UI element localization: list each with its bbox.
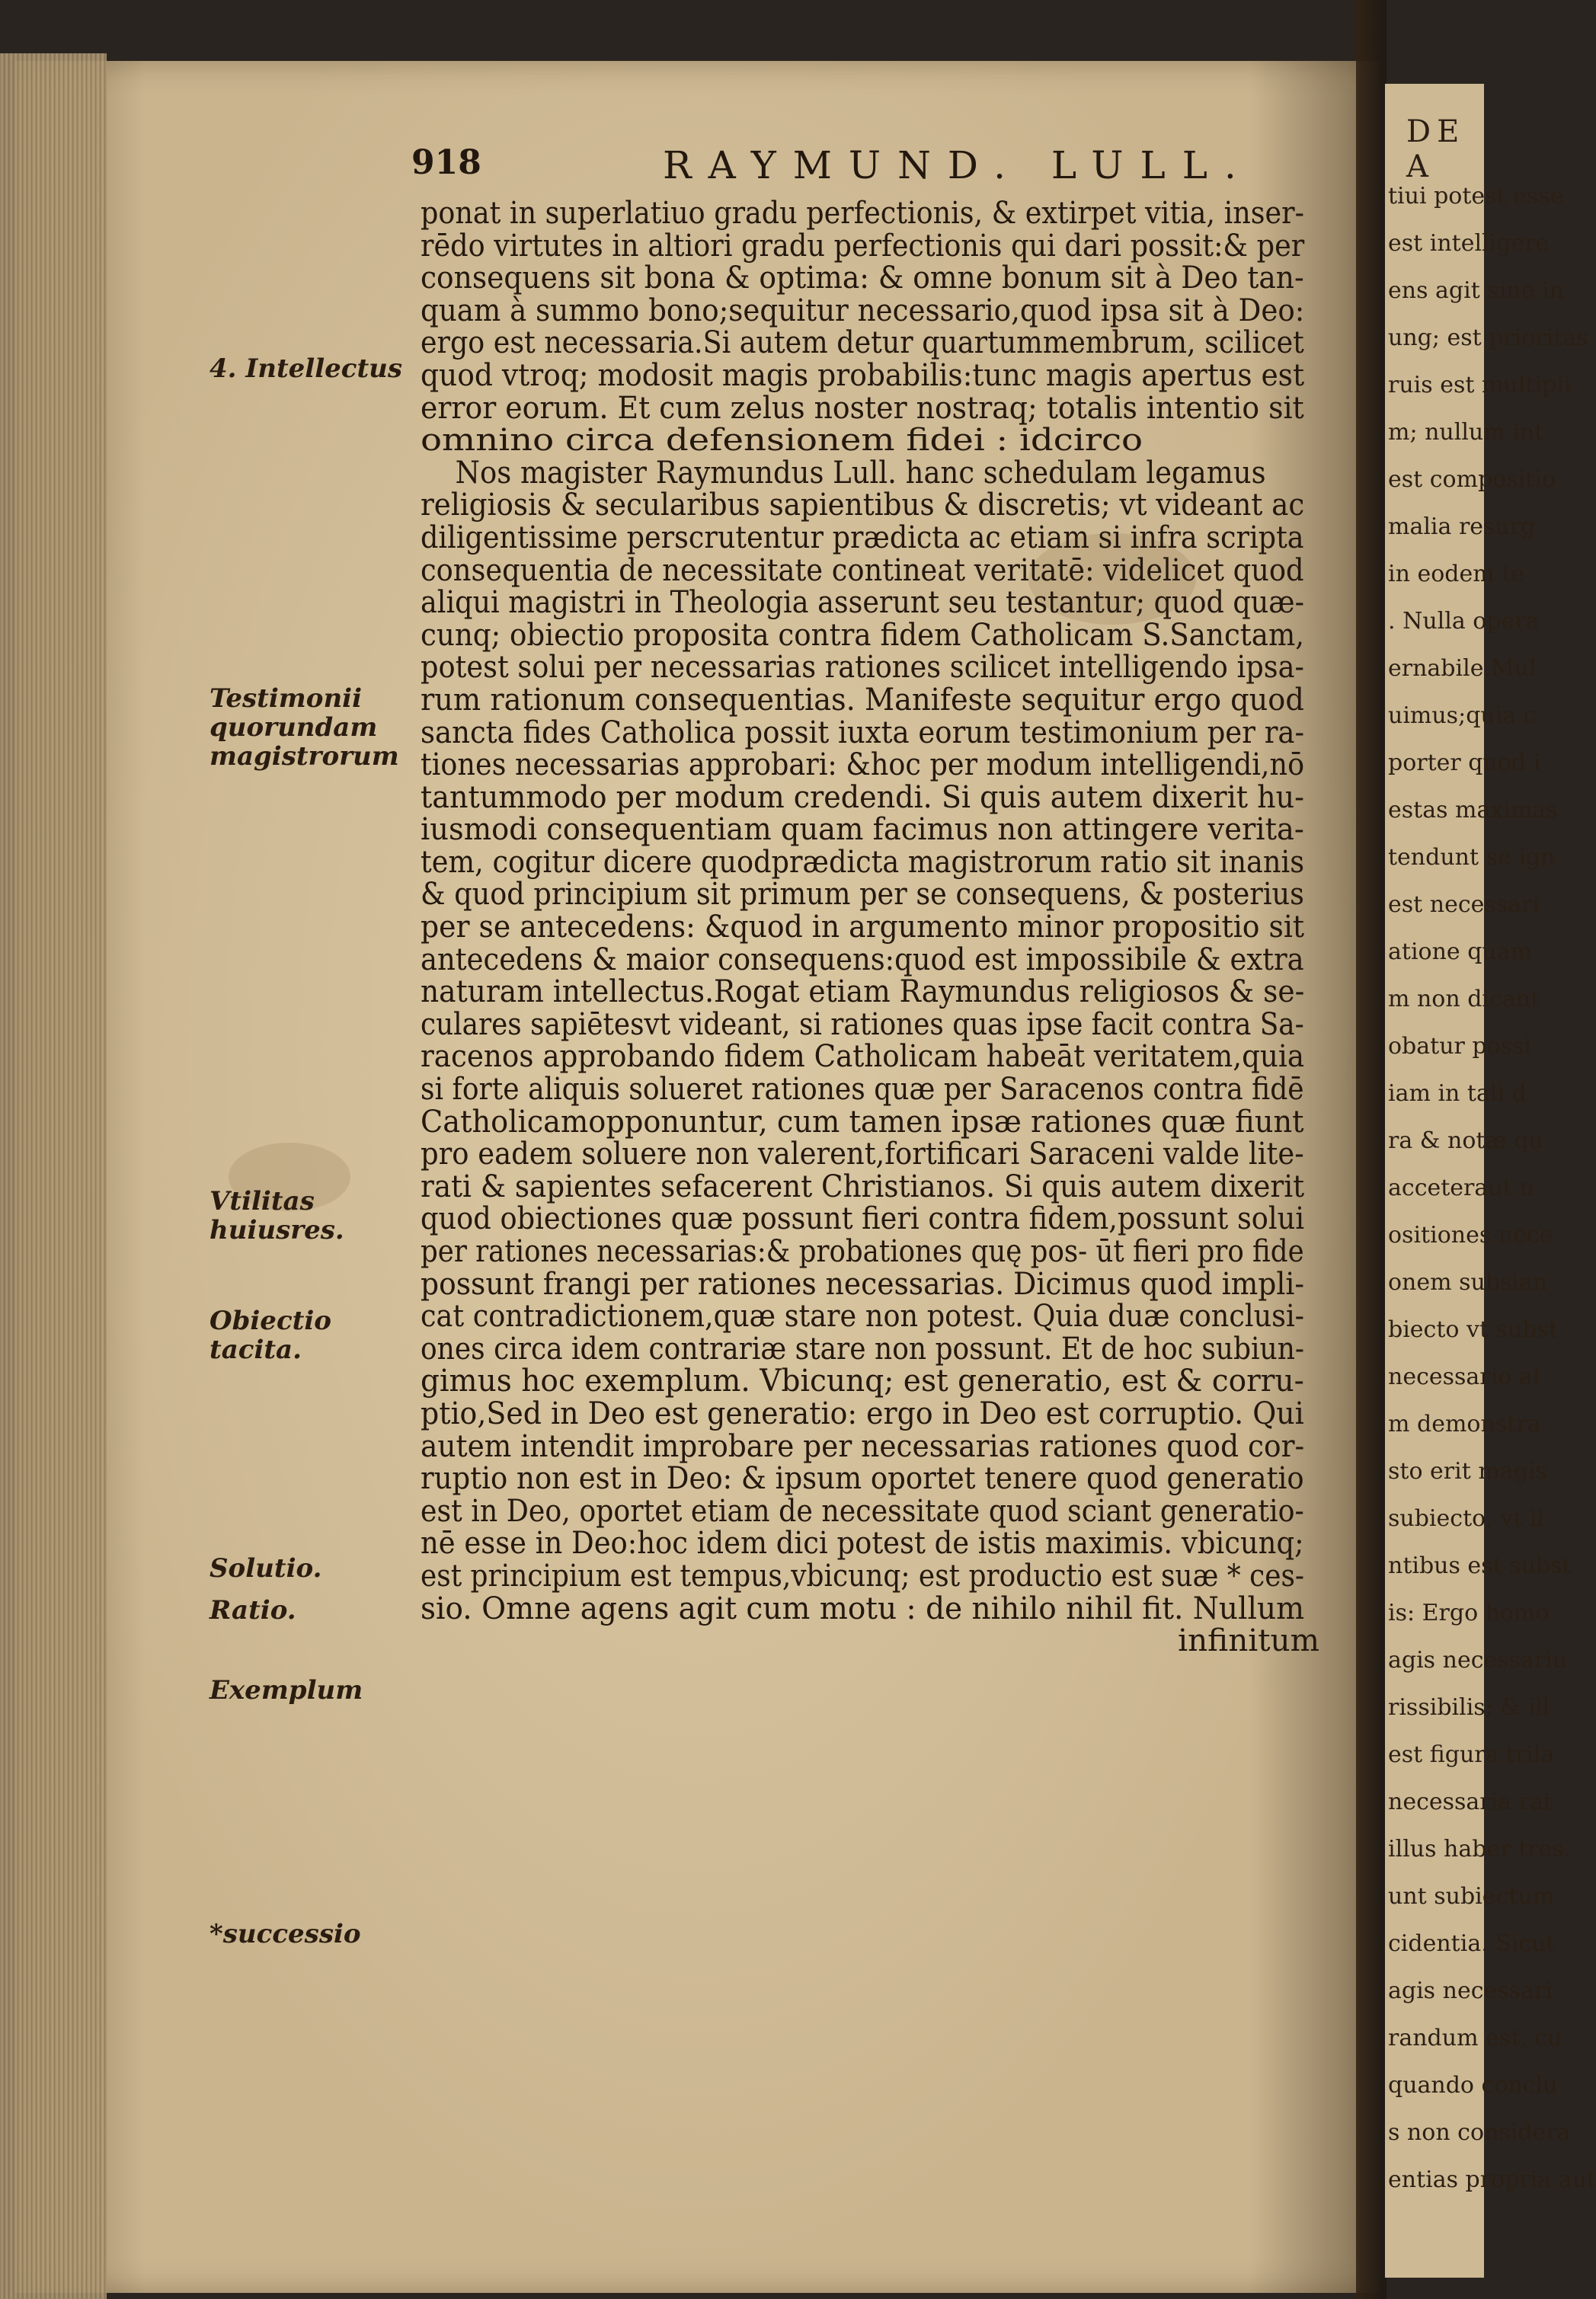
text-line: diligentissime perscrutentur prædicta ac etiam si infra scripta xyxy=(421,518,1304,555)
next-page-line: ruis est multipli xyxy=(1388,372,1572,398)
text-line: tem, cogitur dicere quodprædicta magistrorum ratio sit inanis xyxy=(421,843,1305,880)
running-head: RAYMUND. LULL. xyxy=(663,143,1253,187)
next-page-line: m demonstra xyxy=(1388,1411,1541,1437)
text-line: per rationes necessarias:& probationes quę pos- ūt fieri pro fide xyxy=(421,1233,1304,1269)
page-header xyxy=(411,143,1387,197)
text-line: est principium est tempus,vbicunq; est productio est suæ * ces- xyxy=(421,1556,1305,1594)
margin-note: Testimonii quorundam magistrorum xyxy=(209,683,399,772)
text-line: autem intendit improbare per necessarias rationes quod cor- xyxy=(421,1427,1305,1464)
text-line: racenos approbando fidem Catholicam habeāt veritatem,quia xyxy=(421,1038,1305,1075)
text-line: rēdo virtutes in altiori gradu perfectionis qui dari possit:& per xyxy=(421,226,1305,264)
text-line: culares sapiētesvt videant, si rationes quas ipse facit contra Sa- xyxy=(421,1005,1304,1042)
next-page-line: acceteraut n xyxy=(1388,1175,1534,1201)
next-page-line: m; nullum int xyxy=(1388,419,1544,446)
page-number: 918 xyxy=(411,143,481,182)
text-line: ergo est necessaria.Si autem detur quartummembrum, scilicet xyxy=(421,324,1304,361)
next-page-line: malia resurg xyxy=(1388,513,1536,540)
next-page-line: iam in tali d xyxy=(1388,1080,1527,1107)
text-line: aliqui magistri in Theologia asserunt seu testantur; quod quæ- xyxy=(421,584,1304,621)
margin-note: Vtilitas huiusres. xyxy=(209,1186,344,1245)
next-page-line: ernabile.Mul xyxy=(1388,655,1537,682)
margin-note: *successio xyxy=(209,1919,361,1949)
next-page-running-head: DE A xyxy=(1406,114,1466,184)
text-line: naturam intellectus.Rogat etiam Raymundus religiosos & se- xyxy=(421,973,1305,1010)
next-page-line: in eodem te xyxy=(1388,561,1525,587)
text-line: rati & sapientes sefacerent Christianos. Si quis autem dixerit xyxy=(421,1167,1305,1204)
text-line: antecedens & maior consequens:quod est impossibile & extra xyxy=(421,940,1304,977)
text-line: potest solui per necessarias rationes scilicet intelligendo ipsa- xyxy=(421,648,1304,686)
next-page-line: sto erit magis xyxy=(1388,1458,1547,1485)
margin-note: Obiectio tacita. xyxy=(209,1306,331,1365)
text-line: sancta fides Catholica possit iuxta eorum testimonium per ra- xyxy=(421,713,1305,750)
text-line: gimus hoc exemplum. Vbicunq; est generatio, est & corru- xyxy=(421,1362,1304,1399)
text-line: tantummodo per modum credendi. Si quis autem dixerit hu- xyxy=(421,778,1304,815)
next-page-line: quando conclu xyxy=(1388,2072,1558,2099)
next-page-line: . Nulla opera xyxy=(1388,608,1540,635)
text-line: quod vtroq; modosit magis probabilis:tunc magis apertus est xyxy=(421,356,1305,393)
next-page-line: s non considera xyxy=(1388,2119,1571,2146)
text-line: ptio,Sed in Deo est generatio: ergo in Deo est corruptio. Qui xyxy=(421,1394,1304,1431)
next-page-line: tiui potest esse xyxy=(1388,183,1564,209)
next-page-line: est compositio xyxy=(1388,466,1556,493)
next-page-line: obatur possi xyxy=(1388,1033,1532,1060)
next-page-line: subiecto, vt il xyxy=(1388,1505,1544,1532)
next-page-line: ens agit sine in xyxy=(1388,277,1564,304)
next-page-line: entias propria aut xyxy=(1388,2166,1596,2193)
text-line: religiosis & secularibus sapientibus & discretis; vt videant ac xyxy=(421,486,1305,523)
text-line: quam à summo bono;sequitur necessario,quod ipsa sit à Deo: xyxy=(421,291,1305,328)
text-line: consequens sit bona & optima: & omne bonum sit à Deo tan- xyxy=(421,259,1304,296)
margin-note: Exemplum xyxy=(209,1675,363,1706)
text-line: ponat in superlatiuo gradu perfectionis, & extirpet vitia, inser- xyxy=(421,194,1304,231)
next-page-line: atione quam xyxy=(1388,938,1533,965)
next-page-line: ra & notæ qu xyxy=(1388,1127,1543,1154)
next-page-line: agis necessari xyxy=(1388,1978,1553,2004)
text-line: per se antecedens: &quod in argumento minor propositio sit xyxy=(421,908,1305,945)
text-line: iusmodi consequentiam quam facimus non attingere verita- xyxy=(421,811,1304,848)
next-page-line: unt subiectum xyxy=(1388,1883,1555,1910)
next-page-line: cidentia. Sicut xyxy=(1388,1930,1556,1957)
text-line: est in Deo, oportet etiam de necessitate quod sciant generatio- xyxy=(421,1492,1304,1529)
text-line: si forte aliquis solueret rationes quæ per Saracenos contra fidē xyxy=(421,1070,1304,1108)
text-line: omnino circa defensionem fidei : idcirco xyxy=(421,421,1143,459)
text-line: pro eadem soluere non valerent,fortificari Saraceni valde lite- xyxy=(421,1135,1304,1172)
next-page-line: m non dicant xyxy=(1388,986,1540,1012)
next-page-line: est intelligere xyxy=(1388,230,1550,257)
text-line: cunq; obiectio proposita contra fidem Catholicam S.Sanctam, xyxy=(421,616,1305,653)
text-line: tiones necessarias approbari: &hoc per modum intelligendi,nō xyxy=(421,746,1305,783)
margin-note: Solutio. xyxy=(209,1553,322,1584)
book-gutter xyxy=(1356,0,1387,2299)
text-line: infinitum xyxy=(1178,1622,1319,1659)
text-line: possunt frangi per rationes necessarias. Dicimus quod impli- xyxy=(421,1265,1305,1302)
page-fore-edge xyxy=(0,53,107,2299)
text-line: Catholicamopponuntur, cum tamen ipsæ rationes quæ fiunt xyxy=(421,1102,1304,1140)
next-page-line: necessario al xyxy=(1388,1364,1540,1390)
margin-note: Ratio. xyxy=(209,1595,296,1626)
next-page-line: randum est, cu xyxy=(1388,2025,1562,2051)
next-page-line: porter quod i xyxy=(1388,750,1541,776)
margin-note: 4. Intellectus xyxy=(209,353,403,384)
text-line: consequentia de necessitate contineat veritatē: videlicet quod xyxy=(421,551,1304,588)
text-line: ones circa idem contrariæ stare non possunt. Et de hoc subiun- xyxy=(421,1329,1305,1367)
next-page-line: estas maximas xyxy=(1388,797,1558,823)
next-page-line: ung; est prioritas xyxy=(1388,325,1588,351)
next-page-line: ntibus est subst xyxy=(1388,1552,1572,1579)
next-page-line: illus haber tres. xyxy=(1388,1836,1572,1863)
text-line: sio. Omne agens agit cum motu : de nihilo nihil fit. Nullum xyxy=(421,1589,1305,1626)
next-page-line: est figura trila xyxy=(1388,1741,1555,1768)
next-page-line: onem subsian xyxy=(1388,1269,1548,1296)
next-page-line: uimus;quia c xyxy=(1388,702,1537,729)
text-line: nē esse in Deo:hoc idem dici potest de istis maximis. vbicunq; xyxy=(421,1524,1304,1562)
next-page-line: necessaria rat xyxy=(1388,1789,1553,1815)
text-line: cat contradictionem,quæ stare non potest. Quia duæ conclusi- xyxy=(421,1297,1305,1335)
next-page-line: is: Ergo homo xyxy=(1388,1600,1550,1626)
text-line: rum rationum consequentias. Manifeste sequitur ergo quod xyxy=(421,680,1304,718)
text-line: ruptio non est in Deo: & ipsum oportet tenere quod generatio xyxy=(421,1460,1304,1497)
text-line: error eorum. Et cum zelus noster nostraq; totalis intentio sit xyxy=(421,388,1304,426)
next-page-line: agis necessariu xyxy=(1388,1647,1568,1674)
body-text xyxy=(421,194,1335,1659)
next-page-line: rissibilis; & ill xyxy=(1388,1694,1550,1721)
next-page-line: ositiones nece xyxy=(1388,1222,1553,1249)
next-page-line: tendunt se ign xyxy=(1388,844,1556,871)
text-line: quod obiectiones quæ possunt fieri contra fidem,possunt solui xyxy=(421,1200,1305,1237)
text-line: Nos magister Raymundus Lull. hanc schedulam legamus xyxy=(455,453,1266,491)
right-page-edge xyxy=(1385,84,1596,2278)
next-page-line: biecto vt subst xyxy=(1388,1316,1558,1343)
next-page-line: est necessari xyxy=(1388,891,1540,918)
text-line: & quod principium sit primum per se consequens, & posterius xyxy=(421,875,1304,913)
